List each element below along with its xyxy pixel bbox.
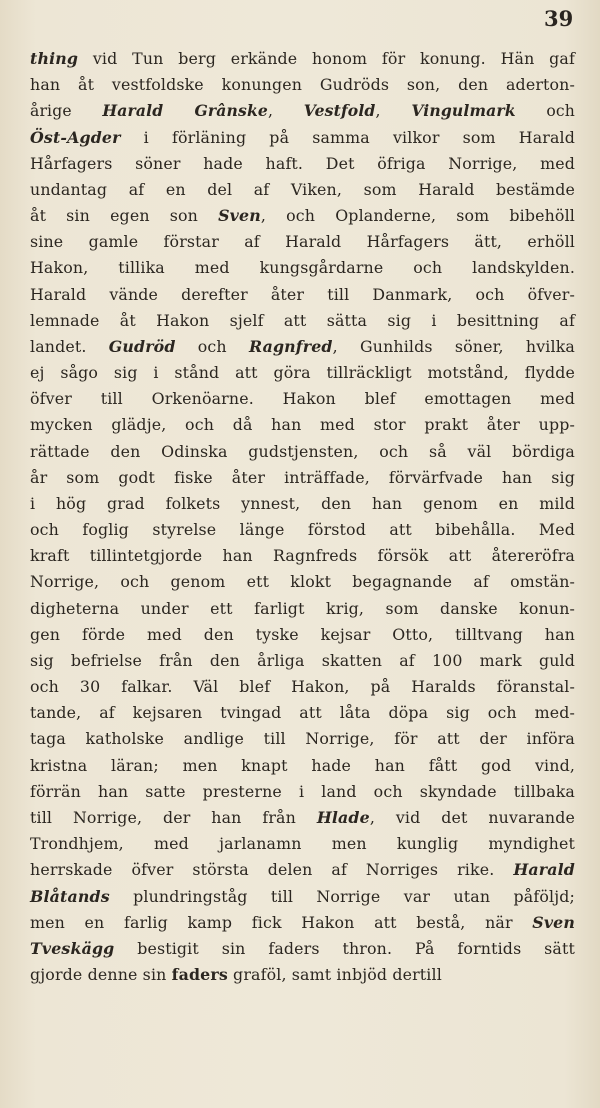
text-line [30, 753, 575, 779]
text-segment: Harald vände derefter åter till Danmark, och öfver- [30, 284, 575, 304]
text-line [30, 779, 575, 805]
text-segment: sine gamle förstar af Harald Hårfagers ätt, erhöll [30, 232, 575, 252]
text-segment: gjorde denne sin [30, 965, 172, 985]
text-segment: kraft tillintetgjorde han Ragnfreds försök att återeröfra [30, 546, 575, 566]
text-segment: i hög grad folkets ynnest, den han genom en mild [30, 493, 575, 513]
text-line [30, 962, 575, 988]
text-segment: , vid det nuvarande [369, 807, 575, 827]
text-segment: och 30 falkar. Väl blef Hakon, på Haralds föranstal- [30, 677, 575, 697]
text-line [30, 255, 575, 281]
text-line [30, 360, 575, 386]
text-segment: mycken glädje, och då han med stor prakt åter upp- [30, 415, 575, 435]
text-line [30, 884, 575, 910]
emphasized-name: Sven [218, 206, 261, 226]
emphasized-name: Ragnfred [248, 336, 333, 356]
text-line [30, 46, 575, 72]
text-line [30, 596, 575, 622]
text-segment: tande, af kejsaren tvingad att låta döpa sig och med- [30, 703, 575, 723]
text-line [30, 465, 575, 491]
text-segment: , [267, 102, 304, 121]
text-segment: , [375, 102, 412, 121]
text-line [30, 674, 575, 700]
text-segment: bestigit sin faders thron. På forntids sätt [114, 938, 575, 958]
text-line [30, 622, 575, 648]
text-segment: Norrige, och genom ett klokt begagnande af omstän- [30, 572, 575, 592]
text-segment: i förläning på samma vilkor som Harald [120, 127, 575, 147]
text-line [30, 177, 575, 203]
text-segment: årige [30, 102, 103, 121]
text-segment: Hårfagers söner hade haft. Det öfriga Norrige, med [30, 153, 575, 173]
text-segment: taga katholske andlige till Norrige, för att der införa [30, 729, 575, 749]
page-number: 39 [544, 6, 574, 31]
text-segment: men en farlig kamp fick Hakon att bestå, när [30, 912, 533, 932]
text-line [30, 726, 575, 752]
text-segment: år som godt fiske åter inträffade, förvärfvade han sig [30, 467, 575, 487]
text-segment: åt sin egen son [30, 206, 219, 226]
emphasized-name: Tveskägg [30, 938, 115, 958]
text-segment: kristna läran; men knapt hade han fått god vind, [30, 755, 575, 775]
text-segment: sig befrielse från den årliga skatten af 100 mark guld [30, 650, 575, 670]
text-segment: vid Tun berg erkände honom för konung. Hän gaf [78, 49, 575, 68]
text-segment: , och Oplanderne, som bibehöll [260, 206, 575, 226]
text-line [30, 282, 575, 308]
text-line [30, 857, 575, 883]
text-line [30, 334, 575, 360]
text-line [30, 491, 575, 517]
text-line [30, 648, 575, 674]
text-line [30, 203, 575, 229]
emphasized-name: Vingulmark [411, 101, 516, 121]
text-line [30, 412, 575, 438]
text-line [30, 910, 575, 936]
text-segment: herrskade öfver största delen af Norriges rike. [30, 860, 514, 880]
text-segment: faders [171, 965, 228, 985]
text-line [30, 98, 575, 124]
text-segment: graföl, samt inbjöd dertill [227, 965, 442, 985]
emphasized-name: Hlade [316, 807, 370, 827]
text-segment: han åt vestfoldske konungen Gudröds son, den aderton- [30, 75, 575, 95]
emphasized-name: Sven [532, 912, 575, 932]
text-segment: och foglig styrelse länge förstod att bibehålla. Med [30, 520, 575, 540]
text-line [30, 831, 575, 857]
text-line [30, 569, 575, 595]
emphasized-name: Gudröd [108, 336, 176, 356]
text-segment: Hakon, tillika med kungsgårdarne och landskylden. [30, 258, 575, 278]
text-segment: förrän han satte presterne i land och skyndade tillbaka [30, 781, 575, 801]
text-line [30, 229, 575, 255]
text-line [30, 151, 575, 177]
text-segment: digheterna under ett farligt krig, som danske konun- [30, 598, 575, 618]
text-line [30, 308, 575, 334]
text-line [30, 439, 575, 465]
text-line [30, 517, 575, 543]
text-segment: undantag af en del af Viken, som Harald bestämde [30, 179, 575, 199]
emphasized-name: thing [30, 49, 79, 68]
text-line [30, 72, 575, 98]
text-segment: landet. [30, 336, 109, 356]
emphasized-name: Öst-Agder [30, 127, 121, 147]
text-segment: , Gunhilds söner, hvilka [332, 336, 575, 356]
text-line [30, 936, 575, 962]
text-line [30, 805, 575, 831]
text-segment: och [175, 336, 249, 356]
text-line [30, 700, 575, 726]
text-segment: Trondhjem, med jarlanamn men kunglig myndighet [30, 834, 575, 854]
text-segment: lemnade åt Hakon sjelf att sätta sig i besittning af [30, 310, 575, 330]
text-segment: plundringståg till Norrige var utan påföljd; [109, 886, 575, 906]
text-line [30, 386, 575, 412]
text-segment: ej sågo sig i stånd att göra tillräckligt motstånd, flydde [30, 363, 575, 383]
body-text [30, 46, 575, 988]
text-segment: gen förde med den tyske kejsar Otto, tilltvang han [30, 624, 575, 644]
text-segment: rättade den Odinska gudstjensten, och så väl bördiga [30, 441, 575, 461]
text-line [30, 125, 575, 151]
text-line [30, 543, 575, 569]
text-segment: och [515, 102, 575, 121]
emphasized-name: Harald Grânske [102, 101, 268, 121]
text-segment: till Norrige, der han från [30, 807, 317, 827]
emphasized-name: Vestfold [303, 101, 376, 121]
emphasized-name: Blåtands [30, 886, 110, 906]
emphasized-name: Harald [513, 860, 575, 880]
text-segment: öfver till Orkenöarne. Hakon blef emottagen med [30, 389, 575, 409]
